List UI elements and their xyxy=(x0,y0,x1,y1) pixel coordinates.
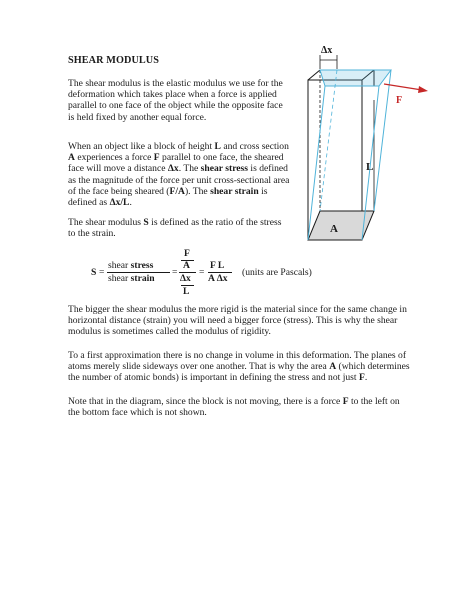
page-title: SHEAR MODULUS xyxy=(68,55,160,66)
modulus-definition-paragraph: The shear modulus S is defined as the ratio of the stress to the strain. xyxy=(68,217,282,240)
note-paragraph: Note that in the diagram, since the block is not moving, there is a force F to the left on the bottom face which is not shown. xyxy=(68,396,400,419)
eq-stress-numerator: shear stress xyxy=(108,260,154,271)
intro-paragraph: The shear modulus is the elastic modulus we use for the deformation which takes place when a force is applied parallel to one face of the object while the opposite face is held fixed by another equal force. xyxy=(68,78,283,123)
eq-equals-3: = xyxy=(199,267,205,278)
sheared-back-right xyxy=(374,70,391,211)
eq-equals-2: = xyxy=(172,267,178,278)
eq-units: (units are Pascals) xyxy=(242,267,312,278)
eq-equals: = xyxy=(99,267,105,278)
eq-F: F xyxy=(184,248,190,259)
eq-Adx: A Δx xyxy=(208,273,228,284)
eq-strain-denominator: shear strain xyxy=(108,273,155,284)
volume-paragraph: To a first approximation there is no change in volume in this deformation. The planes of atoms merely slide sideways over one another. That is why the area A (which determines the number of atomic bonds) is important in defining the stress and not just F. xyxy=(68,350,410,384)
L-label: L xyxy=(366,161,374,173)
dx-label: Δx xyxy=(321,45,333,56)
A-label: A xyxy=(330,223,338,235)
force-arrow-head xyxy=(418,86,428,93)
sheared-hidden-edge xyxy=(320,70,337,211)
sheared-top-face xyxy=(320,70,391,86)
eq-dx: Δx xyxy=(180,273,191,284)
definition-paragraph: When an object like a block of height L and cross section A experiences a force F parallel to one face, the sheared face will move a distance Δx. The shear stress is defined as the magnitude of the force per unit cross-sectional area of the face being sheared (F/A). The shear strain is defined as Δx/L. xyxy=(68,141,290,209)
force-arrow-shaft xyxy=(384,84,422,90)
F-label: F xyxy=(396,95,403,106)
eq-L: L xyxy=(183,286,190,297)
eq-FL: F L xyxy=(210,260,225,271)
eq-A: A xyxy=(183,260,190,271)
eq-S: S xyxy=(91,267,97,278)
rigidity-paragraph: The bigger the shear modulus the more rigid is the material since for the same change in horizontal distance (strain) you will need a bigger force (stress). This is why the shear modulus is sometimes called the modulus of rigidity. xyxy=(68,304,407,338)
